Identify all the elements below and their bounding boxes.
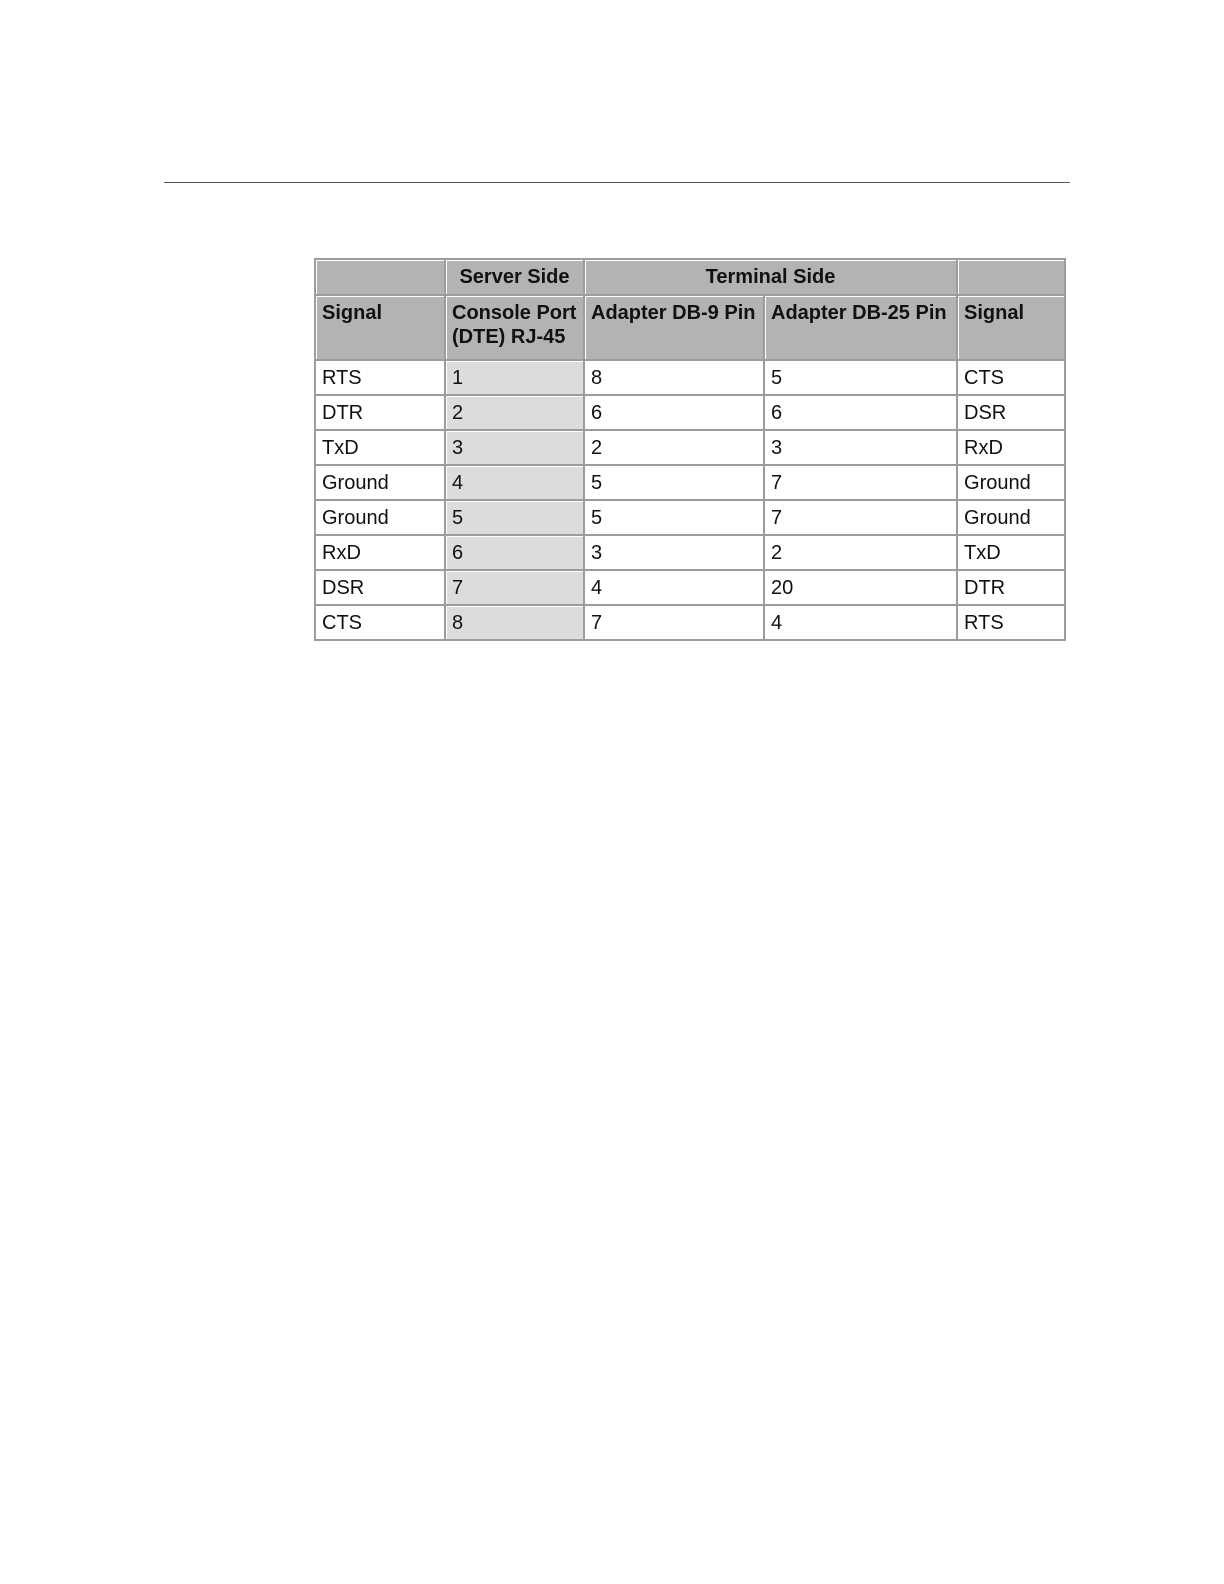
pinout-table-body bbox=[315, 360, 1065, 640]
db9-pin-cell: 2 bbox=[584, 430, 764, 465]
terminal-signal-cell: RTS bbox=[957, 605, 1065, 640]
rj45-pin-cell: 5 bbox=[445, 500, 584, 535]
db25-pin-cell: 3 bbox=[764, 430, 957, 465]
server-signal-cell: RxD bbox=[315, 535, 445, 570]
table-row bbox=[315, 395, 1065, 430]
column-header-terminal-signal: Signal bbox=[957, 295, 1065, 360]
db9-pin-cell: 5 bbox=[584, 465, 764, 500]
table-row bbox=[315, 535, 1065, 570]
server-signal-cell: TxD bbox=[315, 430, 445, 465]
terminal-signal-cell: DSR bbox=[957, 395, 1065, 430]
rj45-pin-cell: 6 bbox=[445, 535, 584, 570]
server-signal-cell: RTS bbox=[315, 360, 445, 395]
terminal-signal-cell: RxD bbox=[957, 430, 1065, 465]
rj45-pin-cell: 2 bbox=[445, 395, 584, 430]
table-row bbox=[315, 360, 1065, 395]
server-signal-cell: Ground bbox=[315, 465, 445, 500]
table-row bbox=[315, 465, 1065, 500]
db25-pin-cell: 6 bbox=[764, 395, 957, 430]
db25-pin-cell: 7 bbox=[764, 465, 957, 500]
column-header-console-port: Console Port (DTE) RJ-45 bbox=[445, 295, 584, 360]
db9-pin-cell: 3 bbox=[584, 535, 764, 570]
db9-pin-cell: 8 bbox=[584, 360, 764, 395]
server-signal-cell: CTS bbox=[315, 605, 445, 640]
column-header-row bbox=[315, 295, 1065, 360]
db9-pin-cell: 6 bbox=[584, 395, 764, 430]
db9-pin-cell: 4 bbox=[584, 570, 764, 605]
terminal-signal-cell: Ground bbox=[957, 500, 1065, 535]
table-row bbox=[315, 500, 1065, 535]
group-header-terminal-side: Terminal Side bbox=[584, 259, 957, 295]
db25-pin-cell: 20 bbox=[764, 570, 957, 605]
terminal-signal-cell: TxD bbox=[957, 535, 1065, 570]
terminal-signal-cell: Ground bbox=[957, 465, 1065, 500]
db25-pin-cell: 5 bbox=[764, 360, 957, 395]
rj45-pin-cell: 7 bbox=[445, 570, 584, 605]
page-header-rule bbox=[164, 182, 1070, 183]
rj45-pin-cell: 3 bbox=[445, 430, 584, 465]
server-signal-cell: Ground bbox=[315, 500, 445, 535]
rj45-pin-cell: 1 bbox=[445, 360, 584, 395]
server-signal-cell: DSR bbox=[315, 570, 445, 605]
rj45-pin-cell: 4 bbox=[445, 465, 584, 500]
group-header-blank-right bbox=[957, 259, 1065, 295]
db9-pin-cell: 7 bbox=[584, 605, 764, 640]
server-signal-cell: DTR bbox=[315, 395, 445, 430]
console-port-pinout-table bbox=[314, 258, 1066, 641]
group-header-blank-left bbox=[315, 259, 445, 295]
group-header-server-side: Server Side bbox=[445, 259, 584, 295]
terminal-signal-cell: CTS bbox=[957, 360, 1065, 395]
db25-pin-cell: 7 bbox=[764, 500, 957, 535]
db9-pin-cell: 5 bbox=[584, 500, 764, 535]
table-row bbox=[315, 430, 1065, 465]
terminal-signal-cell: DTR bbox=[957, 570, 1065, 605]
table-row bbox=[315, 570, 1065, 605]
column-header-db9-pin: Adapter DB-9 Pin bbox=[584, 295, 764, 360]
group-header-row bbox=[315, 259, 1065, 295]
rj45-pin-cell: 8 bbox=[445, 605, 584, 640]
table-row bbox=[315, 605, 1065, 640]
column-header-db25-pin: Adapter DB-25 Pin bbox=[764, 295, 957, 360]
db25-pin-cell: 4 bbox=[764, 605, 957, 640]
column-header-signal: Signal bbox=[315, 295, 445, 360]
db25-pin-cell: 2 bbox=[764, 535, 957, 570]
